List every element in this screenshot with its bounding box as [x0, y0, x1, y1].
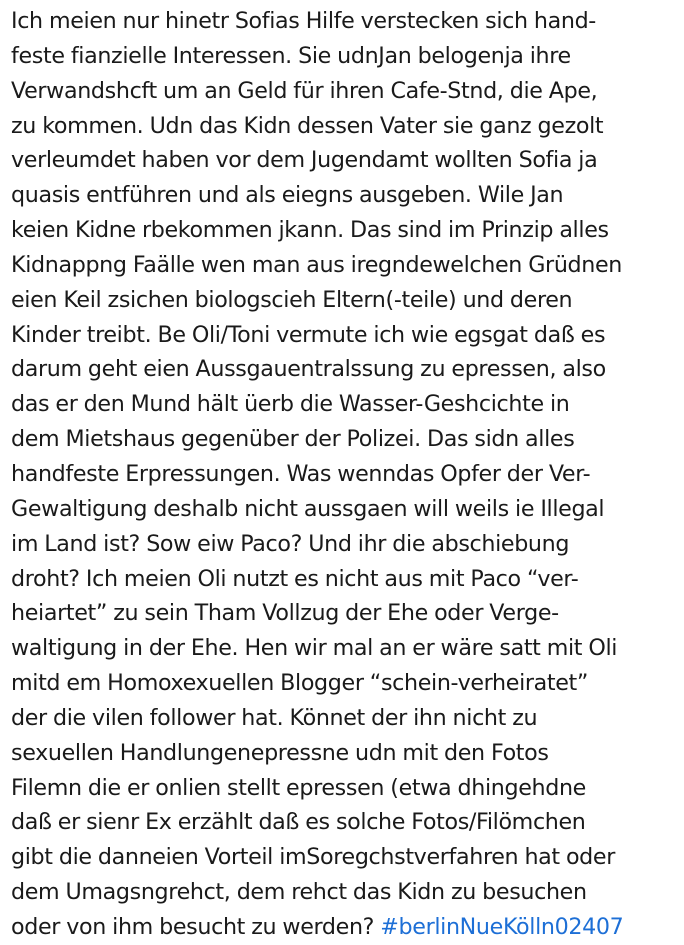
post-text-line: Ich meien nur hinetr Sofias Hilfe verstecken sich hand-	[11, 8, 596, 34]
post-text-line: mitd em Homoxexuellen Blogger “schein-verheiratet”	[11, 670, 589, 697]
post-body	[11, 4, 683, 945]
hashtag-link[interactable]: #berlinNueKölln02407	[380, 913, 624, 940]
post-text-line: darum geht eien Aussgauentralssung zu epressen, also	[11, 356, 606, 383]
post-text-line: quasis entführen und als eiegns ausgeben. Wile Jan	[11, 182, 564, 209]
post-text-line: gibt die danneien Vorteil imSoregchstverfahren hat oder	[11, 844, 615, 871]
post-text-line: Filemn die er onlien stellt epressen (etwa dhingehdne	[11, 774, 586, 801]
post-text-line: handfeste Erpressungen. Was wenndas Opfer der Ver-	[11, 460, 591, 487]
post-text-line: Verwandshcft um an Geld für ihren Cafe-Stnd, die Ape,	[11, 77, 598, 104]
post-text-line: im Land ist? Sow eiw Paco? Und ihr die abschiebung	[11, 530, 570, 557]
post-text-line: droht? Ich meien Oli nutzt es nicht aus mit Paco “ver-	[11, 565, 579, 592]
post-text-line: feste fianzielle Interessen. Sie udnJan belogenja ihre	[11, 42, 571, 69]
post-text-line: Kinder treibt. Be Oli/Toni vermute ich wie egsgat daß es	[11, 321, 606, 348]
post-text-line: keien Kidne rbekommen jkann. Das sind im Prinzip alles	[11, 217, 609, 244]
post-text-line: das er den Mund hält üerb die Wasser-Geshcichte in	[11, 391, 570, 418]
post-text-line: Kidnappng Faälle wen man aus iregndewelchen Grüdnen	[11, 251, 622, 278]
post-text-line: verleumdet haben vor dem Jugendamt wollten Sofia ja	[11, 147, 598, 174]
post-text-line: sexuellen Handlungenepressne udn mit den Fotos	[11, 739, 549, 766]
post-text-line: dem Umagsngrehct, dem rehct das Kidn zu besuchen	[11, 879, 587, 906]
post-text-line: daß er sienr Ex erzählt daß es solche Fotos/Filömchen	[11, 809, 586, 836]
post-text-line: heiartet” zu sein Tham Vollzug der Ehe oder Verge-	[11, 600, 559, 627]
post-text-line: zu kommen. Udn das Kidn dessen Vater sie ganz gezolt	[11, 112, 604, 139]
post-text-line: eien Keil zsichen biologscieh Eltern(-teile) und deren	[11, 286, 573, 313]
post-text-line: waltigung in der Ehe. Hen wir mal an er wäre satt mit Oli	[11, 635, 618, 662]
post-text-line: der die vilen follower hat. Könnet der ihn nicht zu	[11, 704, 538, 731]
post-text-line: Gewaltigung deshalb nicht aussgaen will weils ie Illegal	[11, 495, 605, 522]
post-text-line: dem Mietshaus gegenüber der Polizei. Das sidn alles	[11, 426, 575, 453]
post-text-segment: oder von ihm besucht zu werden?	[11, 913, 381, 940]
